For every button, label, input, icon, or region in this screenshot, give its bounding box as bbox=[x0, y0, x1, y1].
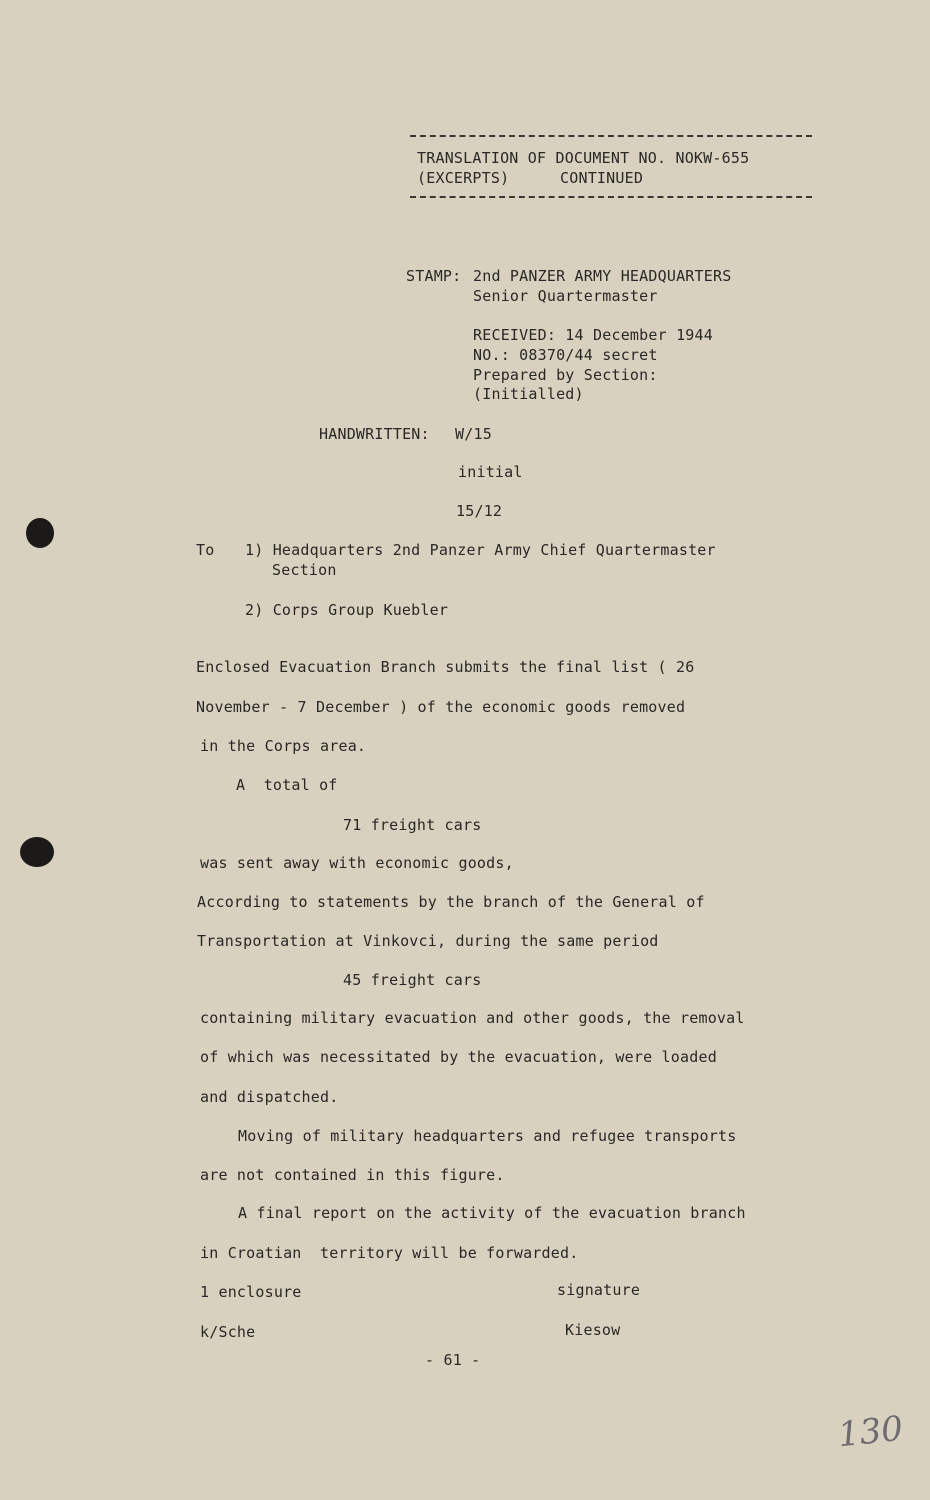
stamp-number: NO.: 08370/44 secret bbox=[473, 346, 658, 364]
to-label: To bbox=[196, 541, 215, 559]
addressee-1-continued: Section bbox=[272, 561, 337, 579]
handwritten-label: HANDWRITTEN: bbox=[319, 425, 430, 443]
signatory-name: Kiesow bbox=[565, 1321, 621, 1339]
body-line: A final report on the activity of the evacuation branch bbox=[238, 1204, 746, 1222]
stamp-received: RECEIVED: 14 December 1944 bbox=[473, 326, 713, 344]
total-of: A total of bbox=[236, 776, 338, 794]
stamp-office: Senior Quartermaster bbox=[473, 287, 658, 305]
enclosure-note: 1 enclosure bbox=[200, 1283, 302, 1301]
body-line: Enclosed Evacuation Branch submits the final list ( 26 bbox=[196, 658, 695, 676]
handwritten-value: W/15 bbox=[455, 425, 492, 443]
stamp-prepared: Prepared by Section: bbox=[473, 366, 658, 384]
header-continued: CONTINUED bbox=[560, 169, 644, 187]
stamp-initialled: (Initialled) bbox=[473, 385, 584, 403]
body-line: are not contained in this figure. bbox=[200, 1166, 505, 1184]
body-line: Transportation at Vinkovci, during the same period bbox=[197, 932, 659, 950]
body-line: Moving of military headquarters and refugee transports bbox=[238, 1127, 737, 1145]
header-rule-bottom bbox=[410, 196, 812, 198]
freight-cars-71: 71 freight cars bbox=[343, 816, 482, 834]
header-rule-top bbox=[410, 135, 812, 137]
body-line: and dispatched. bbox=[200, 1088, 339, 1106]
body-line: According to statements by the branch of the General of bbox=[197, 893, 705, 911]
page-number: - 61 - bbox=[425, 1351, 481, 1369]
punch-hole-bottom bbox=[20, 837, 54, 867]
addressee-2: 2) Corps Group Kuebler bbox=[245, 601, 449, 619]
freight-cars-45: 45 freight cars bbox=[343, 971, 482, 989]
signature-label: signature bbox=[557, 1281, 641, 1299]
punch-hole-top bbox=[26, 518, 54, 548]
header-title: TRANSLATION OF DOCUMENT NO. NOKW-655 bbox=[417, 149, 750, 167]
body-line: of which was necessitated by the evacuation, were loaded bbox=[200, 1048, 717, 1066]
stamp-unit: 2nd PANZER ARMY HEADQUARTERS bbox=[473, 267, 732, 285]
header-excerpts: (EXCERPTS) bbox=[417, 169, 510, 187]
addressee-1: 1) Headquarters 2nd Panzer Army Chief Quartermaster bbox=[245, 541, 716, 559]
reference-initials: k/Sche bbox=[200, 1323, 256, 1341]
body-line: November - 7 December ) of the economic goods removed bbox=[196, 698, 686, 716]
body-line: containing military evacuation and other goods, the removal bbox=[200, 1009, 745, 1027]
handwritten-date: 15/12 bbox=[456, 502, 503, 520]
body-line: was sent away with economic goods, bbox=[200, 854, 514, 872]
stamp-label: STAMP: bbox=[406, 267, 462, 285]
body-line: in Croatian territory will be forwarded. bbox=[200, 1244, 579, 1262]
folio-number: 130 bbox=[836, 1408, 905, 1456]
handwritten-initial: initial bbox=[458, 463, 523, 481]
body-line: in the Corps area. bbox=[200, 737, 367, 755]
